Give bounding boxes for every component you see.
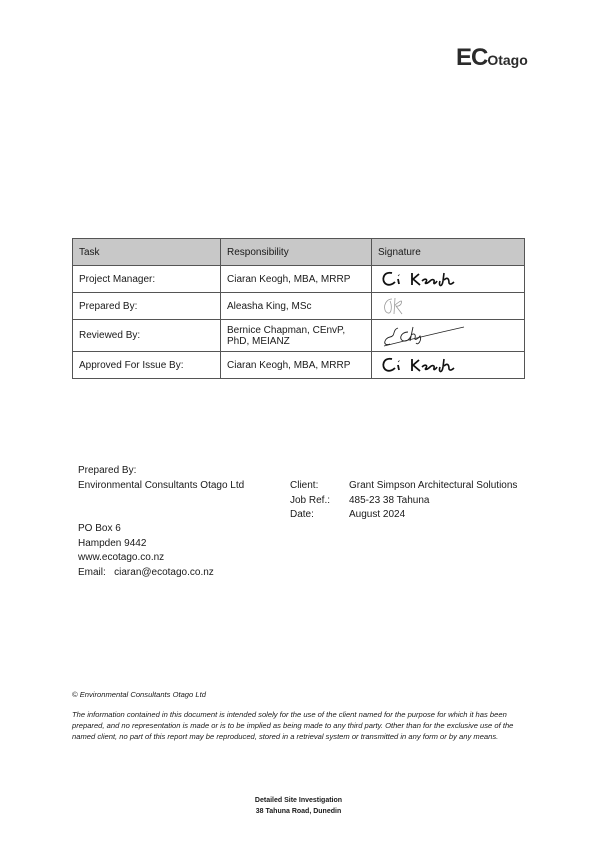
job-ref-label: Job Ref.: — [290, 494, 331, 506]
task-cell: Approved For Issue By: — [73, 352, 221, 379]
client-label: Client: — [290, 480, 319, 491]
signature-cell — [372, 266, 525, 293]
copyright-notice: © Environmental Consultants Otago Ltd — [72, 690, 206, 699]
report-title: Detailed Site Investigation — [254, 797, 343, 804]
disclaimer-text: The information contained in this document is intended solely for the use of the client named for the purpose for which it has been prepared, and no representation is made or is to be implied as being made to any third party. Other than for the exclusive use of the named client, no part of this report may be reproduced, stored in a retrieval system or transmitted in any form or by any means. — [72, 710, 514, 741]
signature-ck-image — [378, 269, 468, 289]
table-header-row — [73, 239, 525, 266]
prepared-by-label: Prepared By: — [78, 465, 137, 476]
responsibility-cell: Aleasha King, MSc — [221, 293, 372, 320]
company-logo — [456, 44, 528, 72]
signature-cell — [372, 320, 525, 352]
signature-table — [72, 238, 525, 379]
signature-cell — [372, 352, 525, 379]
job-ref-row — [290, 494, 517, 509]
date-label: Date: — [290, 509, 314, 520]
table-row — [73, 320, 525, 352]
header-task: Task — [73, 239, 221, 266]
task-cell: Project Manager: — [73, 266, 221, 293]
client-value: Grant Simpson Architectural Solutions — [349, 480, 518, 491]
responsibility-cell: Bernice Chapman, CEnvP, PhD, MEIANZ — [221, 320, 372, 352]
task-cell: Reviewed By: — [73, 320, 221, 352]
signature-ck-image — [378, 355, 468, 375]
job-ref-value: 485-23 38 Tahuna — [349, 494, 430, 506]
logo-ec: EC — [456, 44, 488, 71]
client-row — [290, 479, 517, 494]
signature-cell — [372, 293, 525, 320]
email-label: Email: — [78, 566, 106, 578]
prepared-by-block — [78, 464, 244, 493]
task-cell: Prepared By: — [73, 293, 221, 320]
email-line — [78, 566, 214, 581]
header-responsibility: Responsibility — [221, 239, 372, 266]
table-row — [73, 293, 525, 320]
date-value: August 2024 — [349, 509, 406, 520]
prepared-by-company: Environmental Consultants Otago Ltd — [78, 479, 245, 491]
table-row — [73, 352, 525, 379]
signature-ak-image — [378, 295, 418, 317]
report-address: 38 Tahuna Road, Dunedin — [255, 808, 342, 815]
header-signature: Signature — [372, 239, 525, 266]
table-row — [73, 266, 525, 293]
po-box: PO Box 6 — [78, 523, 121, 534]
responsibility-cell: Ciaran Keogh, MBA, MRRP — [221, 266, 372, 293]
address-block — [78, 522, 214, 580]
signature-bc-image — [378, 324, 468, 348]
job-info-block — [290, 479, 517, 523]
responsibility-cell: Ciaran Keogh, MBA, MRRP — [221, 352, 372, 379]
report-footer — [0, 795, 597, 817]
date-row — [290, 508, 517, 523]
town: Hampden 9442 — [78, 537, 147, 549]
logo-otago: Otago — [487, 52, 528, 68]
email-link[interactable]: ciaran@ecotago.co.nz — [114, 566, 214, 578]
website-link[interactable]: www.ecotago.co.nz — [78, 552, 165, 563]
